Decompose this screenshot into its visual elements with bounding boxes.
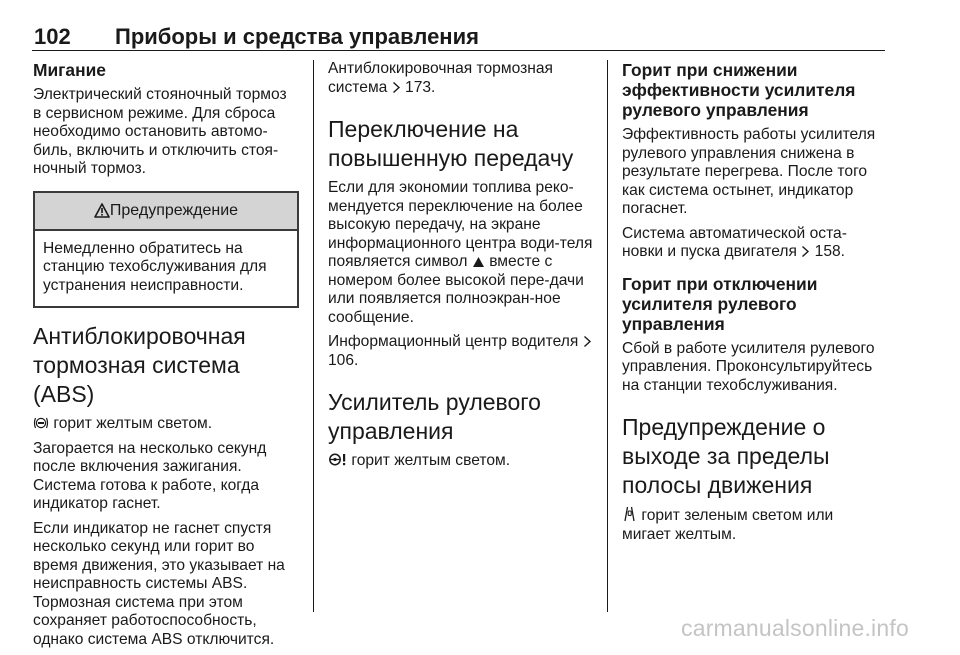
lane-departure-heading: Предупреждение о выходе за пределы полосы движения	[622, 414, 830, 498]
lane-lit-text: горит зеленым светом или мигает желтым.	[622, 507, 834, 543]
page-reference-arrow-icon	[583, 335, 592, 348]
abs-reference	[328, 60, 594, 97]
steering-heading: Усилитель рулевого управления	[328, 389, 541, 444]
page-number: 102	[34, 24, 71, 49]
dic-ref-text: Информационный центр водителя	[328, 333, 579, 350]
abs-paragraph-1: Загорается на несколько секунд после включения зажигания. Система готова к работе, когда индикатор гаснет.	[33, 439, 267, 512]
lane-lit-line	[622, 506, 886, 544]
reduced-assist-text: Эффективность работы усилителя рулевого управления снижена в результате перегрева. После того как система остынет, индикатор погаснет.	[622, 126, 876, 217]
reduced-assist-heading: Горит при снижении эффективности усилителя рулевого управления	[622, 60, 856, 120]
page-header	[32, 18, 885, 51]
abs-paragraph-2: Если индикатор не гаснет спустя несколько секунд или горит во время движения, это указывает на неисправность системы ABS. Тормозная система при этом сохраняет работоспособность, однако система ABS отключится.	[33, 519, 285, 648]
warning-text: Немедленно обратитесь на станцию техобслуживания для устранения неисправности.	[43, 239, 267, 294]
stopstart-reference	[622, 225, 886, 262]
abs-ref-page[interactable]: 173.	[405, 78, 436, 96]
upshift-text-a: Если для экономии топлива реко-мендуется переключение на более высокую передачу, на экране информационного центра води-теля появляется символ	[328, 179, 593, 270]
upshift-triangle-icon	[472, 256, 485, 268]
abs-lit-text: горит желтым светом.	[53, 415, 213, 432]
warning-box	[33, 191, 299, 309]
page-reference-arrow-icon	[392, 81, 401, 94]
abs-lit-line	[33, 415, 299, 434]
watermark: carmanualsonline.info	[681, 615, 909, 641]
page-title: Приборы и средства управления	[115, 24, 479, 49]
abs-heading: Антиблокировочная тормозная система (ABS)	[33, 323, 246, 407]
steering-lit-text: горит желтым светом.	[351, 452, 511, 469]
warning-header	[35, 193, 297, 231]
blink-text: Электрический стояночный тормоз в сервисном режиме. Для сброса необходимо остановить автомо-биль, включить и отключить стоя-ночный тормоз.	[33, 86, 287, 177]
upshift-text-b: вместе с номером более высокой пере-дачи или появляется полноэкран-ное сообщение.	[328, 253, 584, 326]
warning-title: Предупреждение	[109, 201, 239, 219]
power-steering-icon	[328, 452, 347, 467]
column-3	[622, 60, 886, 550]
dic-ref-page[interactable]: 106.	[328, 351, 359, 369]
column-divider	[313, 60, 314, 612]
lane-departure-icon	[622, 506, 637, 522]
blink-heading: Мигание	[33, 60, 106, 80]
warning-triangle-icon	[94, 203, 110, 218]
upshift-heading: Переключение на повышенную передачу	[328, 116, 574, 171]
assist-off-text: Сбой в работе усилителя рулевого управления. Проконсультируйтесь на станции техобслуживания.	[622, 339, 875, 394]
assist-off-heading: Горит при отключении усилителя рулевого управления	[622, 273, 818, 334]
column-divider	[607, 60, 608, 612]
upshift-paragraph	[328, 179, 594, 327]
page-reference-arrow-icon	[801, 245, 810, 258]
dic-reference	[328, 333, 594, 370]
stopstart-ref-page[interactable]: 158.	[814, 243, 845, 260]
abs-ref-text: Антиблокировочная тормозная система	[328, 60, 553, 96]
stopstart-ref-text: Система автоматической оста-новки и пуска двигателя	[622, 224, 847, 260]
column-1	[33, 60, 299, 655]
warning-body	[35, 231, 297, 307]
steering-lit-line	[328, 452, 594, 471]
abs-indicator-icon	[33, 416, 49, 430]
column-2	[328, 60, 594, 477]
